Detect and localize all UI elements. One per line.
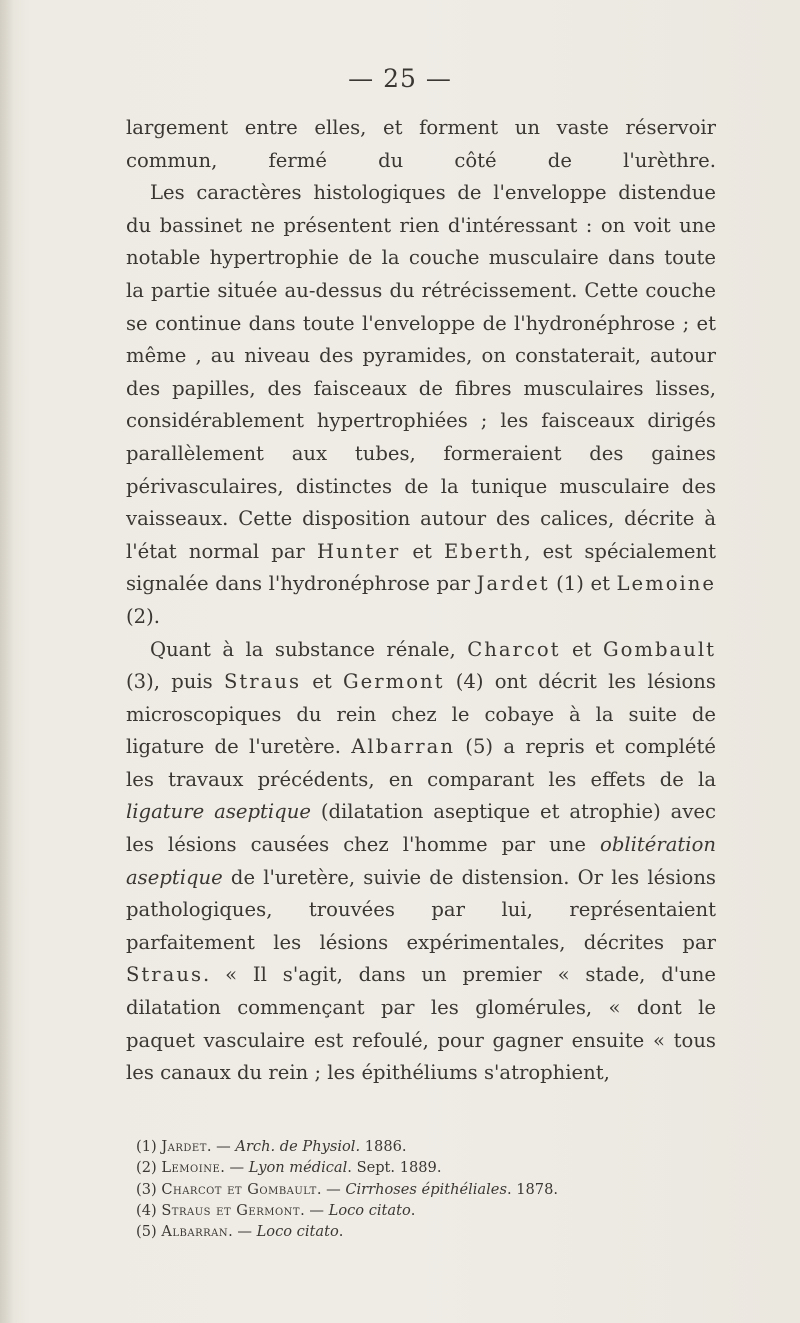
author-hunter: Hunter bbox=[317, 539, 401, 563]
footnote-rest: . bbox=[338, 1223, 344, 1241]
footnote-separator: . — bbox=[228, 1223, 257, 1241]
paragraph-2 bbox=[126, 177, 716, 633]
author-lemoine: Lemoine bbox=[616, 572, 716, 596]
p2-text-b: et bbox=[400, 539, 444, 563]
footnote-separator: . — bbox=[300, 1201, 329, 1219]
p3-text-h: de l'uretère, suivie de distension. Or les lésions pathologiques, trouvées par lui, représentaient parfaitement les lésions expérimentales, décrites par bbox=[126, 865, 716, 954]
italic-obliteration-aseptique: oblitération aseptique bbox=[126, 833, 716, 889]
author-charcot: Charcot bbox=[467, 637, 561, 661]
footnotes bbox=[136, 1136, 736, 1242]
author-straus-2: Straus bbox=[126, 963, 204, 987]
p3-text-a: Quant à la substance rénale, bbox=[150, 637, 468, 661]
p2-text-a: Les caractères histologiques de l'enveloppe distendue du bassinet ne présentent rien d'intéressant : on voit une notable hypertrophie de la couche musculaire dans toute la partie située au-dessus du rétrécissement. Cette couche se continue dans toute l'enveloppe de l'hydronéphrose ; et même , au niveau des pyramides, on constaterait, autour des papilles, des faisceaux de fibres musculaires lisses, considérablement hypertrophiées ; les faisceaux dirigés parallèlement aux tubes, formeraient des gaines périvasculaires, distinctes de la tunique musculaire des vaisseaux. Cette disposition autour des calices, décrite à l'état normal par bbox=[126, 181, 716, 563]
footnote-number: (5) bbox=[136, 1223, 162, 1241]
p3-text-d: et bbox=[301, 670, 343, 694]
author-gombault: Gombault bbox=[602, 637, 716, 661]
footnote-number: (4) bbox=[136, 1201, 162, 1219]
footnote-title: Cirrhoses épithéliales bbox=[345, 1180, 507, 1198]
footnote-title: Loco citato bbox=[328, 1201, 411, 1219]
footnote-separator: . — bbox=[220, 1159, 249, 1177]
p2-text-e: (2). bbox=[126, 604, 160, 628]
author-straus: Straus bbox=[223, 670, 302, 694]
footnote-number: (1) bbox=[136, 1138, 162, 1155]
footnote-number: (3) bbox=[136, 1180, 162, 1198]
footnote-author: Straus et Germont bbox=[161, 1201, 301, 1219]
paragraph-3 bbox=[126, 634, 716, 1090]
p3-text-c: (3), puis bbox=[126, 670, 224, 694]
footnote-title: Arch. de Physiol. bbox=[235, 1138, 361, 1155]
author-jardet: Jardet bbox=[476, 572, 550, 596]
body-text bbox=[126, 112, 716, 1090]
footnote-2 bbox=[136, 1157, 736, 1178]
footnote-rest: . bbox=[410, 1201, 416, 1219]
p2-text-c: , est spécialement signalée dans l'hydronéphrose par bbox=[126, 539, 716, 596]
page-edge-shadow bbox=[0, 0, 14, 1323]
footnote-title: Lyon médical bbox=[248, 1159, 348, 1177]
footnote-1 bbox=[136, 1136, 736, 1157]
p3-text-b: et bbox=[560, 637, 603, 661]
p3-text-g: (dilatation aseptique et atrophie) avec les lésions causées chez l'homme par une bbox=[126, 800, 717, 857]
page-number: — 25 — bbox=[348, 64, 452, 93]
footnote-title: Loco citato bbox=[256, 1223, 339, 1241]
p3-text-e: (4) ont décrit les lésions microscopiques du rein chez le cobaye à la suite de ligature de l'uretère. bbox=[126, 670, 716, 759]
p3-text-i: . « Il s'agit, dans un premier « stade, d'une dilatation commençant par les glomérules, « dont le paquet vasculaire est refoulé, pour gagner ensuite « tous les canaux du rein ; les épithéliums s'atrophient, bbox=[126, 963, 716, 1085]
p2-text-d: (1) et bbox=[549, 572, 617, 596]
author-albarran: Albarran bbox=[351, 735, 455, 759]
footnote-number: (2) bbox=[136, 1159, 162, 1177]
p3-text-f: (5) a repris et complété les travaux précédents, en comparant les effets de la bbox=[126, 735, 716, 791]
footnote-rest: . 1878. bbox=[506, 1180, 558, 1198]
footnote-author: Charcot et Gombault bbox=[161, 1180, 317, 1198]
italic-ligature-aseptique: ligature aseptique bbox=[126, 800, 311, 824]
footnote-separator: . — bbox=[206, 1138, 236, 1155]
author-germont: Germont bbox=[343, 670, 445, 694]
paragraph-1: largement entre elles, et forment un vaste réservoir commun, fermé du côté de l'urèthre. bbox=[126, 116, 716, 172]
footnote-4 bbox=[136, 1200, 736, 1221]
footnote-5 bbox=[136, 1221, 736, 1242]
footnote-author: Albarran bbox=[161, 1223, 229, 1241]
footnote-author: Jardet bbox=[161, 1138, 207, 1155]
footnote-rest: 1886. bbox=[360, 1138, 407, 1155]
footnote-author: Lemoine bbox=[161, 1159, 221, 1177]
footnote-rest: . Sept. 1889. bbox=[347, 1159, 442, 1177]
author-eberth: Eberth bbox=[443, 539, 525, 563]
footnote-3 bbox=[136, 1179, 736, 1200]
footnote-separator: . — bbox=[316, 1180, 346, 1198]
